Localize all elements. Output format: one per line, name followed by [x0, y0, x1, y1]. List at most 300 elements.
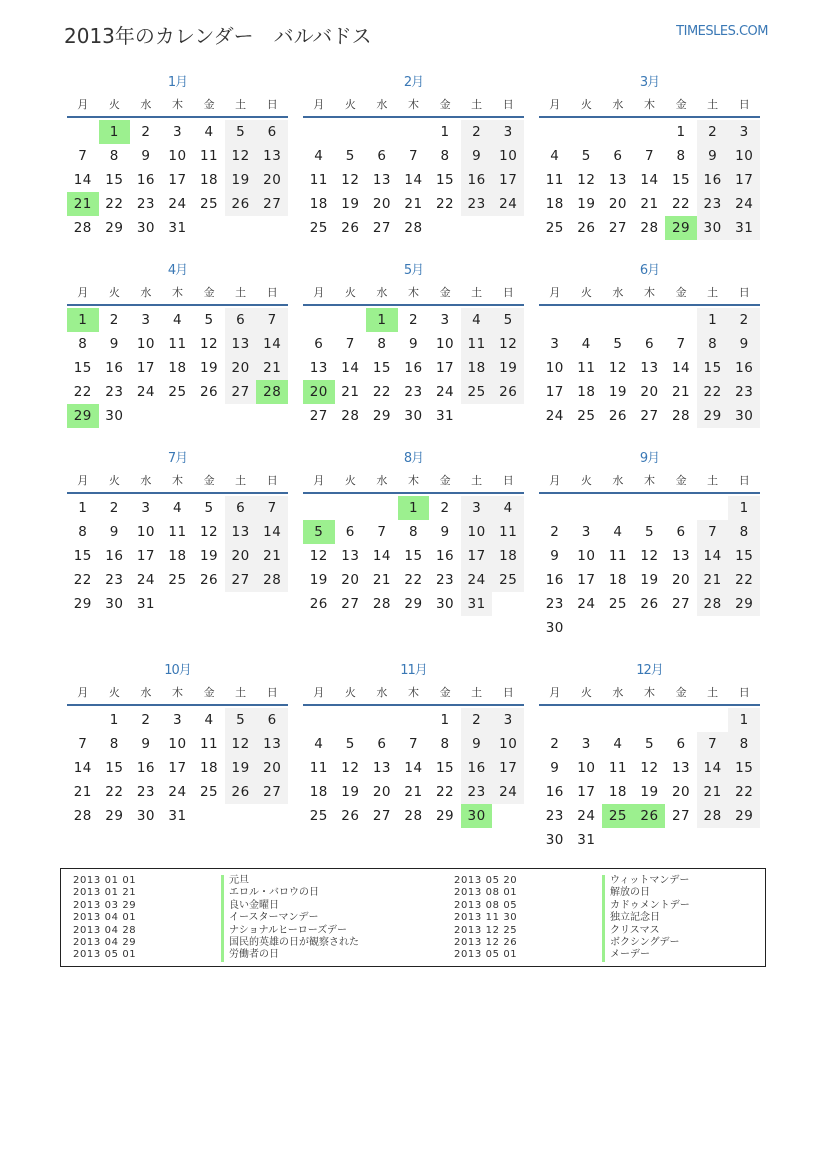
- weekday-label: 火: [580, 286, 592, 299]
- weekday-label: 土: [471, 686, 483, 699]
- day-cell: 28: [256, 568, 288, 592]
- day-cell: 16: [136, 172, 156, 188]
- day-cell: 14: [404, 760, 423, 776]
- day-cell: 17: [435, 360, 455, 376]
- weekday-header: [539, 94, 760, 118]
- day-cell: 15: [73, 360, 92, 376]
- day-cell: 14: [697, 756, 729, 780]
- month-name: 3月: [639, 75, 660, 90]
- weekday-label: 金: [439, 474, 451, 487]
- holiday-name: クリスマス: [602, 925, 660, 937]
- day-cell: 17: [577, 784, 596, 800]
- holiday-day-cell: 1: [67, 308, 99, 332]
- empty-day-cell: [539, 120, 571, 144]
- day-cell: 16: [545, 572, 564, 588]
- day-cell: 23: [105, 572, 124, 588]
- weekday-label: 水: [612, 98, 624, 111]
- day-cell: 12: [225, 732, 257, 756]
- holiday-date: 2013 03 29: [73, 899, 137, 911]
- day-cell: 1: [440, 712, 450, 728]
- day-cell: 8: [408, 524, 419, 540]
- day-cell: 21: [671, 384, 691, 400]
- day-cell: 18: [199, 760, 219, 776]
- empty-day-cell: [571, 120, 603, 144]
- empty-day-cell: [665, 708, 697, 732]
- month-name: 10月: [164, 663, 191, 678]
- empty-day-cell: [67, 120, 99, 144]
- day-cell: 19: [608, 384, 628, 400]
- day-cell: 25: [545, 220, 564, 236]
- weekday-label: 日: [266, 474, 278, 487]
- day-cell: 31: [728, 216, 760, 240]
- day-cell: 4: [172, 500, 183, 516]
- day-cell: 5: [492, 308, 524, 332]
- day-cell: 13: [309, 360, 328, 376]
- day-cell: 11: [309, 760, 328, 776]
- day-cell: 8: [440, 148, 450, 164]
- day-cell: 12: [225, 144, 257, 168]
- day-cell: 15: [671, 172, 691, 188]
- weekday-header: [539, 682, 760, 706]
- weekday-label: 金: [439, 98, 451, 111]
- day-cell: 29: [73, 596, 92, 612]
- calendar-grid: [67, 72, 760, 848]
- weekday-label: 金: [203, 686, 215, 699]
- day-cell: 13: [256, 732, 288, 756]
- weekday-label: 日: [266, 286, 278, 299]
- day-cell: 15: [372, 360, 392, 376]
- day-cell: 3: [461, 496, 493, 520]
- day-cell: 29: [105, 808, 124, 824]
- day-cell: 12: [608, 360, 628, 376]
- day-cell: 2: [109, 500, 119, 516]
- weekday-label: 金: [675, 98, 687, 111]
- day-cell: 20: [372, 784, 392, 800]
- weekday-label: 土: [235, 474, 247, 487]
- day-cell: 26: [608, 408, 628, 424]
- weekday-label: 火: [344, 686, 356, 699]
- month-calendar: [539, 72, 760, 260]
- day-cell: 11: [168, 336, 187, 352]
- day-cell: 2: [728, 308, 760, 332]
- day-cell: 4: [492, 496, 524, 520]
- day-cell: 18: [608, 572, 628, 588]
- holiday-row: [73, 937, 359, 949]
- day-cell: 28: [341, 408, 360, 424]
- weekday-label: 火: [108, 474, 120, 487]
- day-cell: 28: [372, 596, 392, 612]
- day-cell: 19: [640, 784, 659, 800]
- day-cell: 10: [492, 732, 524, 756]
- day-cell: 10: [136, 336, 156, 352]
- day-cell: 28: [697, 804, 729, 828]
- site-logo[interactable]: TIMESLES.COM: [676, 24, 768, 39]
- day-grid: [539, 496, 760, 640]
- day-cell: 23: [728, 380, 760, 404]
- day-cell: 13: [341, 548, 360, 564]
- weekday-label: 月: [77, 686, 89, 699]
- day-cell: 17: [136, 548, 156, 564]
- day-cell: 10: [577, 760, 596, 776]
- weekday-label: 月: [549, 474, 561, 487]
- day-cell: 16: [435, 548, 455, 564]
- weekday-label: 木: [407, 286, 419, 299]
- weekday-label: 水: [140, 474, 152, 487]
- day-cell: 16: [105, 360, 124, 376]
- day-cell: 13: [372, 172, 392, 188]
- holiday-list: [60, 868, 766, 967]
- holiday-name: イースターマンデー: [221, 912, 319, 924]
- weekday-header: [539, 470, 760, 494]
- empty-day-cell: [366, 496, 398, 520]
- day-cell: 25: [199, 784, 219, 800]
- empty-day-cell: [303, 120, 335, 144]
- weekday-label: 金: [675, 286, 687, 299]
- day-cell: 28: [404, 220, 423, 236]
- day-cell: 3: [728, 120, 760, 144]
- day-cell: 2: [461, 120, 493, 144]
- day-cell: 13: [608, 172, 628, 188]
- month-calendar: [303, 72, 524, 260]
- weekday-header: [67, 94, 288, 118]
- day-cell: 12: [341, 172, 360, 188]
- day-cell: 22: [435, 784, 455, 800]
- day-cell: 2: [440, 500, 450, 516]
- day-cell: 25: [461, 380, 493, 404]
- weekday-label: 水: [376, 286, 388, 299]
- day-cell: 30: [404, 408, 423, 424]
- day-cell: 22: [73, 384, 92, 400]
- month-calendar: [67, 448, 288, 660]
- day-cell: 23: [461, 192, 493, 216]
- day-cell: 5: [644, 524, 655, 540]
- month-calendar: [539, 448, 760, 660]
- day-cell: 20: [256, 756, 288, 780]
- day-cell: 4: [550, 148, 560, 164]
- day-cell: 6: [225, 308, 257, 332]
- day-cell: 2: [550, 524, 560, 540]
- day-cell: 23: [136, 784, 156, 800]
- day-cell: 5: [581, 148, 591, 164]
- day-cell: 30: [728, 404, 760, 428]
- day-cell: 9: [697, 144, 729, 168]
- month-name: 2月: [403, 75, 424, 90]
- day-cell: 14: [73, 760, 92, 776]
- weekday-label: 月: [77, 98, 89, 111]
- month-calendar: [67, 660, 288, 848]
- day-cell: 5: [345, 736, 355, 752]
- day-cell: 30: [105, 596, 124, 612]
- day-cell: 15: [697, 356, 729, 380]
- day-cell: 27: [372, 808, 392, 824]
- empty-day-cell: [602, 308, 634, 332]
- weekday-label: 木: [171, 286, 183, 299]
- day-cell: 6: [345, 524, 355, 540]
- day-cell: 22: [728, 780, 760, 804]
- weekday-label: 月: [313, 286, 325, 299]
- day-cell: 7: [644, 148, 655, 164]
- day-cell: 26: [640, 596, 659, 612]
- holiday-row: [73, 925, 359, 937]
- weekday-label: 日: [502, 286, 514, 299]
- day-cell: 5: [345, 148, 355, 164]
- holiday-date: 2013 05 01: [73, 949, 137, 961]
- holiday-day-cell: 1: [366, 308, 398, 332]
- day-cell: 9: [440, 524, 450, 540]
- day-cell: 7: [676, 336, 686, 352]
- day-cell: 16: [136, 760, 156, 776]
- day-cell: 27: [372, 220, 392, 236]
- weekday-label: 水: [140, 286, 152, 299]
- day-cell: 30: [545, 620, 564, 636]
- day-cell: 13: [671, 760, 691, 776]
- day-cell: 18: [577, 384, 596, 400]
- day-cell: 11: [461, 332, 493, 356]
- day-cell: 3: [172, 124, 183, 140]
- day-cell: 3: [440, 312, 450, 328]
- day-cell: 31: [577, 832, 596, 848]
- day-grid: [303, 308, 524, 428]
- day-cell: 6: [377, 148, 387, 164]
- day-cell: 18: [309, 196, 328, 212]
- holiday-day-cell: 21: [67, 192, 99, 216]
- day-cell: 5: [644, 736, 655, 752]
- day-cell: 30: [136, 808, 156, 824]
- holiday-row: [73, 912, 359, 924]
- day-cell: 21: [697, 780, 729, 804]
- month-calendar: [303, 660, 524, 848]
- holiday-day-cell: 30: [461, 804, 493, 828]
- day-grid: [303, 120, 524, 240]
- weekday-label: 木: [407, 474, 419, 487]
- day-cell: 6: [676, 736, 686, 752]
- weekday-label: 火: [580, 474, 592, 487]
- day-cell: 10: [461, 520, 493, 544]
- holiday-name: メーデー: [602, 949, 650, 961]
- day-cell: 7: [408, 148, 419, 164]
- holiday-name: ウィットマンデー: [602, 875, 689, 887]
- holiday-name: 元旦: [221, 875, 249, 887]
- day-cell: 7: [697, 732, 729, 756]
- day-cell: 3: [581, 524, 591, 540]
- weekday-label: 水: [612, 474, 624, 487]
- day-cell: 12: [640, 760, 659, 776]
- day-cell: 26: [199, 384, 219, 400]
- day-cell: 4: [204, 124, 214, 140]
- day-cell: 12: [492, 332, 524, 356]
- holiday-day-cell: 25: [602, 804, 634, 828]
- day-cell: 24: [545, 408, 564, 424]
- day-cell: 6: [377, 736, 387, 752]
- empty-day-cell: [539, 308, 571, 332]
- day-cell: 24: [435, 384, 455, 400]
- day-cell: 9: [550, 548, 560, 564]
- weekday-label: 火: [580, 686, 592, 699]
- day-cell: 21: [640, 196, 659, 212]
- day-cell: 10: [168, 148, 187, 164]
- day-cell: 14: [256, 520, 288, 544]
- day-cell: 21: [341, 384, 360, 400]
- day-cell: 23: [105, 384, 124, 400]
- holiday-name: 独立記念日: [602, 912, 660, 924]
- day-cell: 7: [78, 736, 88, 752]
- weekday-header: [67, 282, 288, 306]
- day-cell: 28: [697, 592, 729, 616]
- empty-day-cell: [398, 120, 430, 144]
- weekday-label: 日: [738, 686, 750, 699]
- weekday-label: 土: [471, 286, 483, 299]
- day-cell: 6: [256, 120, 288, 144]
- day-cell: 18: [199, 172, 219, 188]
- day-cell: 15: [435, 760, 455, 776]
- day-cell: 15: [728, 756, 760, 780]
- holiday-day-cell: 1: [398, 496, 430, 520]
- day-cell: 17: [136, 360, 156, 376]
- day-cell: 29: [728, 804, 760, 828]
- holiday-row: [73, 887, 359, 899]
- day-cell: 14: [640, 172, 659, 188]
- holiday-name: 労働者の日: [221, 949, 279, 961]
- day-cell: 7: [408, 736, 419, 752]
- day-cell: 16: [461, 756, 493, 780]
- month-calendar: [539, 660, 760, 848]
- day-grid: [539, 308, 760, 428]
- day-cell: 14: [256, 332, 288, 356]
- weekday-header: [303, 282, 524, 306]
- empty-day-cell: [634, 496, 666, 520]
- day-cell: 21: [73, 784, 92, 800]
- day-cell: 26: [309, 596, 328, 612]
- holiday-date: 2013 04 01: [73, 912, 137, 924]
- empty-day-cell: [303, 308, 335, 332]
- day-cell: 26: [577, 220, 596, 236]
- day-cell: 29: [105, 220, 124, 236]
- day-cell: 8: [377, 336, 387, 352]
- day-cell: 14: [404, 172, 423, 188]
- day-cell: 19: [577, 196, 596, 212]
- day-cell: 6: [644, 336, 655, 352]
- day-cell: 23: [136, 196, 156, 212]
- day-cell: 22: [105, 196, 124, 212]
- day-cell: 22: [372, 384, 392, 400]
- weekday-label: 木: [407, 686, 419, 699]
- day-cell: 29: [728, 592, 760, 616]
- day-cell: 17: [728, 168, 760, 192]
- day-cell: 21: [404, 196, 423, 212]
- weekday-header: [539, 282, 760, 306]
- day-cell: 3: [492, 708, 524, 732]
- day-cell: 31: [168, 808, 187, 824]
- weekday-label: 日: [502, 686, 514, 699]
- day-cell: 2: [109, 312, 119, 328]
- day-cell: 16: [461, 168, 493, 192]
- weekday-label: 金: [203, 98, 215, 111]
- day-cell: 14: [73, 172, 92, 188]
- day-cell: 24: [728, 192, 760, 216]
- weekday-label: 土: [707, 98, 719, 111]
- day-cell: 27: [225, 380, 257, 404]
- holiday-column-left: [73, 875, 359, 962]
- day-cell: 7: [697, 520, 729, 544]
- day-cell: 28: [404, 808, 423, 824]
- weekday-label: 日: [502, 474, 514, 487]
- holiday-day-cell: 5: [303, 520, 335, 544]
- day-cell: 18: [492, 544, 524, 568]
- day-cell: 20: [341, 572, 360, 588]
- day-cell: 28: [73, 808, 92, 824]
- weekday-label: 火: [580, 98, 592, 111]
- day-cell: 20: [671, 572, 691, 588]
- day-cell: 9: [109, 336, 119, 352]
- empty-day-cell: [602, 120, 634, 144]
- day-cell: 29: [697, 404, 729, 428]
- day-cell: 20: [671, 784, 691, 800]
- day-cell: 15: [105, 760, 124, 776]
- holiday-day-cell: 28: [256, 380, 288, 404]
- day-cell: 9: [141, 736, 151, 752]
- day-cell: 26: [492, 380, 524, 404]
- day-cell: 19: [225, 168, 257, 192]
- day-cell: 12: [199, 336, 219, 352]
- weekday-label: 月: [313, 98, 325, 111]
- weekday-label: 火: [344, 98, 356, 111]
- day-cell: 25: [577, 408, 596, 424]
- day-cell: 10: [136, 524, 156, 540]
- day-cell: 11: [608, 760, 628, 776]
- day-cell: 17: [168, 760, 187, 776]
- day-cell: 9: [728, 332, 760, 356]
- weekday-label: 水: [612, 686, 624, 699]
- day-cell: 14: [671, 360, 691, 376]
- day-cell: 3: [172, 712, 183, 728]
- holiday-date: 2013 05 20: [454, 875, 518, 886]
- day-cell: 12: [199, 524, 219, 540]
- day-cell: 27: [225, 568, 257, 592]
- day-cell: 10: [728, 144, 760, 168]
- holiday-row: [454, 925, 690, 937]
- day-cell: 30: [105, 408, 124, 424]
- day-cell: 22: [105, 784, 124, 800]
- weekday-label: 土: [707, 686, 719, 699]
- day-cell: 24: [168, 784, 187, 800]
- holiday-date: 2013 08 05: [454, 899, 518, 911]
- day-cell: 19: [492, 356, 524, 380]
- day-cell: 31: [435, 408, 455, 424]
- day-cell: 9: [109, 524, 119, 540]
- day-cell: 10: [545, 360, 564, 376]
- day-grid: [303, 496, 524, 616]
- weekday-label: 土: [235, 686, 247, 699]
- weekday-label: 火: [344, 474, 356, 487]
- day-cell: 13: [256, 144, 288, 168]
- empty-day-cell: [602, 496, 634, 520]
- month-calendar: [67, 72, 288, 260]
- holiday-date: 2013 12 25: [454, 924, 518, 936]
- day-cell: 24: [136, 384, 156, 400]
- day-cell: 3: [550, 336, 560, 352]
- empty-day-cell: [602, 708, 634, 732]
- day-cell: 5: [204, 312, 214, 328]
- holiday-date: 2013 11 30: [454, 912, 518, 924]
- day-cell: 27: [341, 596, 360, 612]
- weekday-label: 金: [675, 686, 687, 699]
- day-cell: 17: [492, 756, 524, 780]
- day-cell: 31: [461, 592, 493, 616]
- day-cell: 11: [199, 148, 219, 164]
- empty-day-cell: [634, 708, 666, 732]
- day-cell: 1: [78, 500, 88, 516]
- day-cell: 27: [256, 192, 288, 216]
